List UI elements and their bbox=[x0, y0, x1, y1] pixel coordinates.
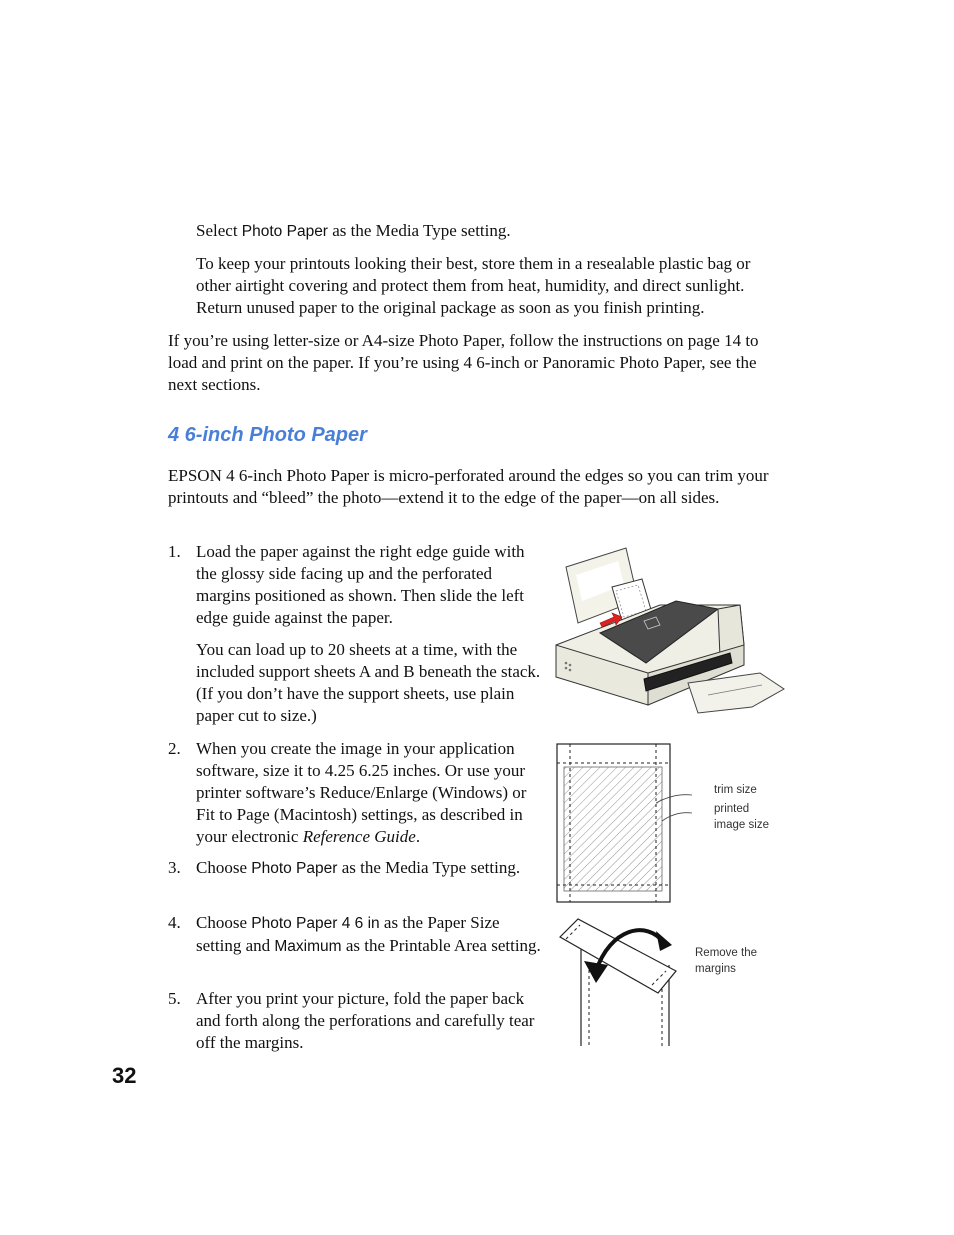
section-body: EPSON 4 6-inch Photo Paper is micro-perforated around the edges so you can trim your printouts and “bleed” the photo—extend it to the edge of the paper—on all sides. bbox=[168, 466, 769, 507]
step-1-number: 1. bbox=[168, 542, 181, 561]
step-2-text: When you create the image in your application software, size it to 4.25 6.25 inches. Or use your printer software’s Reduce/Enlarge (Windows) or Fit to Page (Macintosh) settings, as described in your electronic Reference Guide. bbox=[196, 739, 527, 846]
trim-size-label: trim size bbox=[714, 784, 757, 796]
step-3-text: Choose Photo Paper as the Media Type setting. bbox=[196, 858, 521, 877]
printed-image-label-2: image size bbox=[714, 819, 769, 831]
step-5-text: After you print your picture, fold the paper back and forth along the perforations and carefully tear off the margins. bbox=[196, 989, 535, 1052]
printed-image-label-1: printed bbox=[714, 803, 750, 815]
remove-margins-diagram bbox=[556, 915, 691, 1048]
step-4-text: Choose Photo Paper 4 6 in as the Paper Size setting and Maximum as the Printable Area setting. bbox=[196, 913, 541, 955]
trim-size-diagram bbox=[556, 743, 716, 905]
step-1-text: Load the paper against the right edge guide with the glossy side facing up and the perforated margins positioned as shown. Then slide the left edge guide against the paper. bbox=[196, 542, 525, 627]
storage-tip: To keep your printouts looking their best, store them in a resealable plastic bag or other airtight covering and protect them from heat, humidity, and direct sunlight. Return unused paper to the original package as soon as you finish printing. bbox=[196, 254, 751, 317]
step-5-number: 5. bbox=[168, 989, 181, 1008]
intro-paragraph: If you’re using letter-size or A4-size Photo Paper, follow the instructions on page 14 to load and print on the paper. If you’re using 4 6-inch or Panoramic Photo Paper, see the next sections. bbox=[168, 331, 759, 394]
remove-margins-label-1: Remove the bbox=[695, 947, 758, 959]
step-4-number: 4. bbox=[168, 913, 181, 932]
page-number: 32 bbox=[112, 1063, 137, 1088]
printer-illustration bbox=[548, 545, 788, 720]
step-1-note: You can load up to 20 sheets at a time, with the included support sheets A and B beneath the stack. (If you don’t have the support sheets, use plain paper cut to size.) bbox=[196, 640, 541, 725]
media-type-instruction: Select Photo Paper as the Media Type setting. bbox=[196, 221, 511, 240]
remove-margins-label-2: margins bbox=[695, 963, 736, 975]
section-heading: 4 6-inch Photo Paper bbox=[168, 424, 367, 446]
step-2-number: 2. bbox=[168, 739, 181, 758]
step-3-number: 3. bbox=[168, 858, 181, 877]
